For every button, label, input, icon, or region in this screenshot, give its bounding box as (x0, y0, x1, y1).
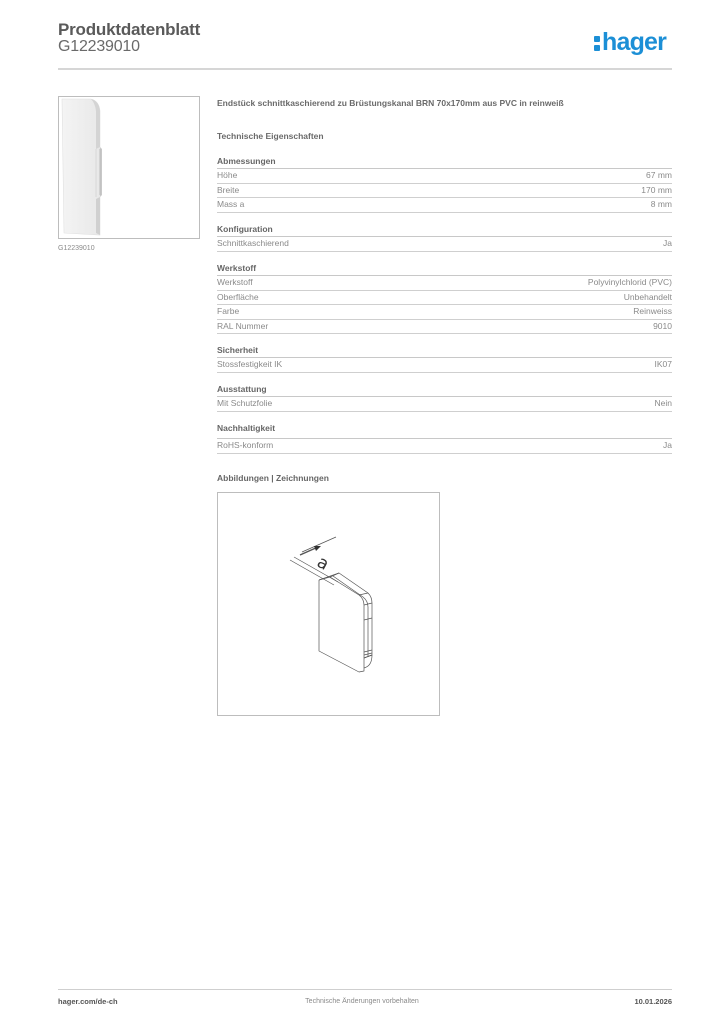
spec-group-abmessungen (217, 155, 672, 213)
spec-label: Stossfestigkeit IK (217, 359, 283, 369)
spec-value: Polyvinylchlorid (PVC) (587, 277, 672, 287)
spec-label: Mass a (217, 199, 245, 209)
spec-label: Mit Schutzfolie (217, 398, 273, 408)
spec-row (217, 358, 672, 373)
header-divider (58, 68, 672, 70)
end-cap-drawing-icon (218, 493, 439, 715)
spec-group-konfiguration (217, 223, 672, 252)
footer-date: 10.01.2026 (634, 997, 672, 1006)
spec-row (217, 291, 672, 306)
hager-logo (594, 28, 666, 57)
logo-text: hager (602, 28, 667, 56)
spec-label: RoHS-konform (217, 440, 274, 450)
group-title: Sicherheit (217, 344, 672, 358)
group-title: Abmessungen (217, 155, 672, 169)
product-image-caption: G12239010 (58, 245, 95, 252)
group-title: Ausstattung (217, 383, 672, 397)
group-title: Konfiguration (217, 223, 672, 237)
spec-group-ausstattung (217, 383, 672, 412)
spec-row (217, 305, 672, 320)
technical-properties-heading: Technische Eigenschaften (217, 131, 324, 141)
spec-group-werkstoff (217, 262, 672, 334)
spec-value: 67 mm (646, 170, 672, 180)
spec-label: Höhe (217, 170, 238, 180)
spec-value: 170 mm (641, 184, 672, 195)
spec-row (217, 237, 672, 252)
dimension-label: a (313, 552, 333, 575)
spec-value: IK07 (654, 359, 672, 369)
spec-row (217, 276, 672, 291)
footer-website-link[interactable]: hager.com/de-ch (58, 997, 118, 1006)
spec-value: Nein (654, 398, 672, 408)
product-image (58, 96, 200, 239)
spec-label: Oberfläche (217, 291, 259, 302)
spec-row (217, 184, 672, 199)
product-description: Endstück schnittkaschierend zu Brüstungskanal BRN 70x170mm aus PVC in reinweiß (217, 98, 564, 108)
spec-group-sicherheit (217, 344, 672, 373)
spec-label: Breite (217, 184, 240, 195)
group-title: Werkstoff (217, 262, 672, 276)
spec-label: Farbe (217, 306, 240, 316)
spec-group-nachhaltigkeit (217, 422, 672, 454)
spec-label: Werkstoff (217, 277, 253, 287)
logo-colon-icon (594, 33, 601, 51)
footer-divider (58, 989, 672, 990)
spec-row (217, 397, 672, 412)
figures-heading: Abbildungen | Zeichnungen (217, 473, 329, 483)
footer-notice: Technische Änderungen vorbehalten (305, 998, 419, 1005)
spec-value: Unbehandelt (623, 291, 672, 302)
product-code: G12239010 (58, 38, 140, 55)
spec-row (217, 169, 672, 184)
spec-label: RAL Nummer (217, 320, 269, 331)
end-cap-photo-icon (59, 97, 199, 238)
document-title: Produktdatenblatt (58, 20, 201, 39)
spec-value: 9010 (653, 320, 672, 331)
spec-value: Ja (663, 238, 672, 248)
spec-row (217, 439, 672, 454)
spec-value: Ja (663, 440, 672, 450)
group-title: Nachhaltigkeit (217, 422, 672, 439)
technical-drawing (217, 492, 440, 716)
spec-value: 8 mm (650, 199, 672, 209)
spec-row (217, 198, 672, 213)
spec-row (217, 320, 672, 335)
spec-value: Reinweiss (633, 306, 672, 316)
spec-label: Schnittkaschierend (217, 238, 289, 248)
